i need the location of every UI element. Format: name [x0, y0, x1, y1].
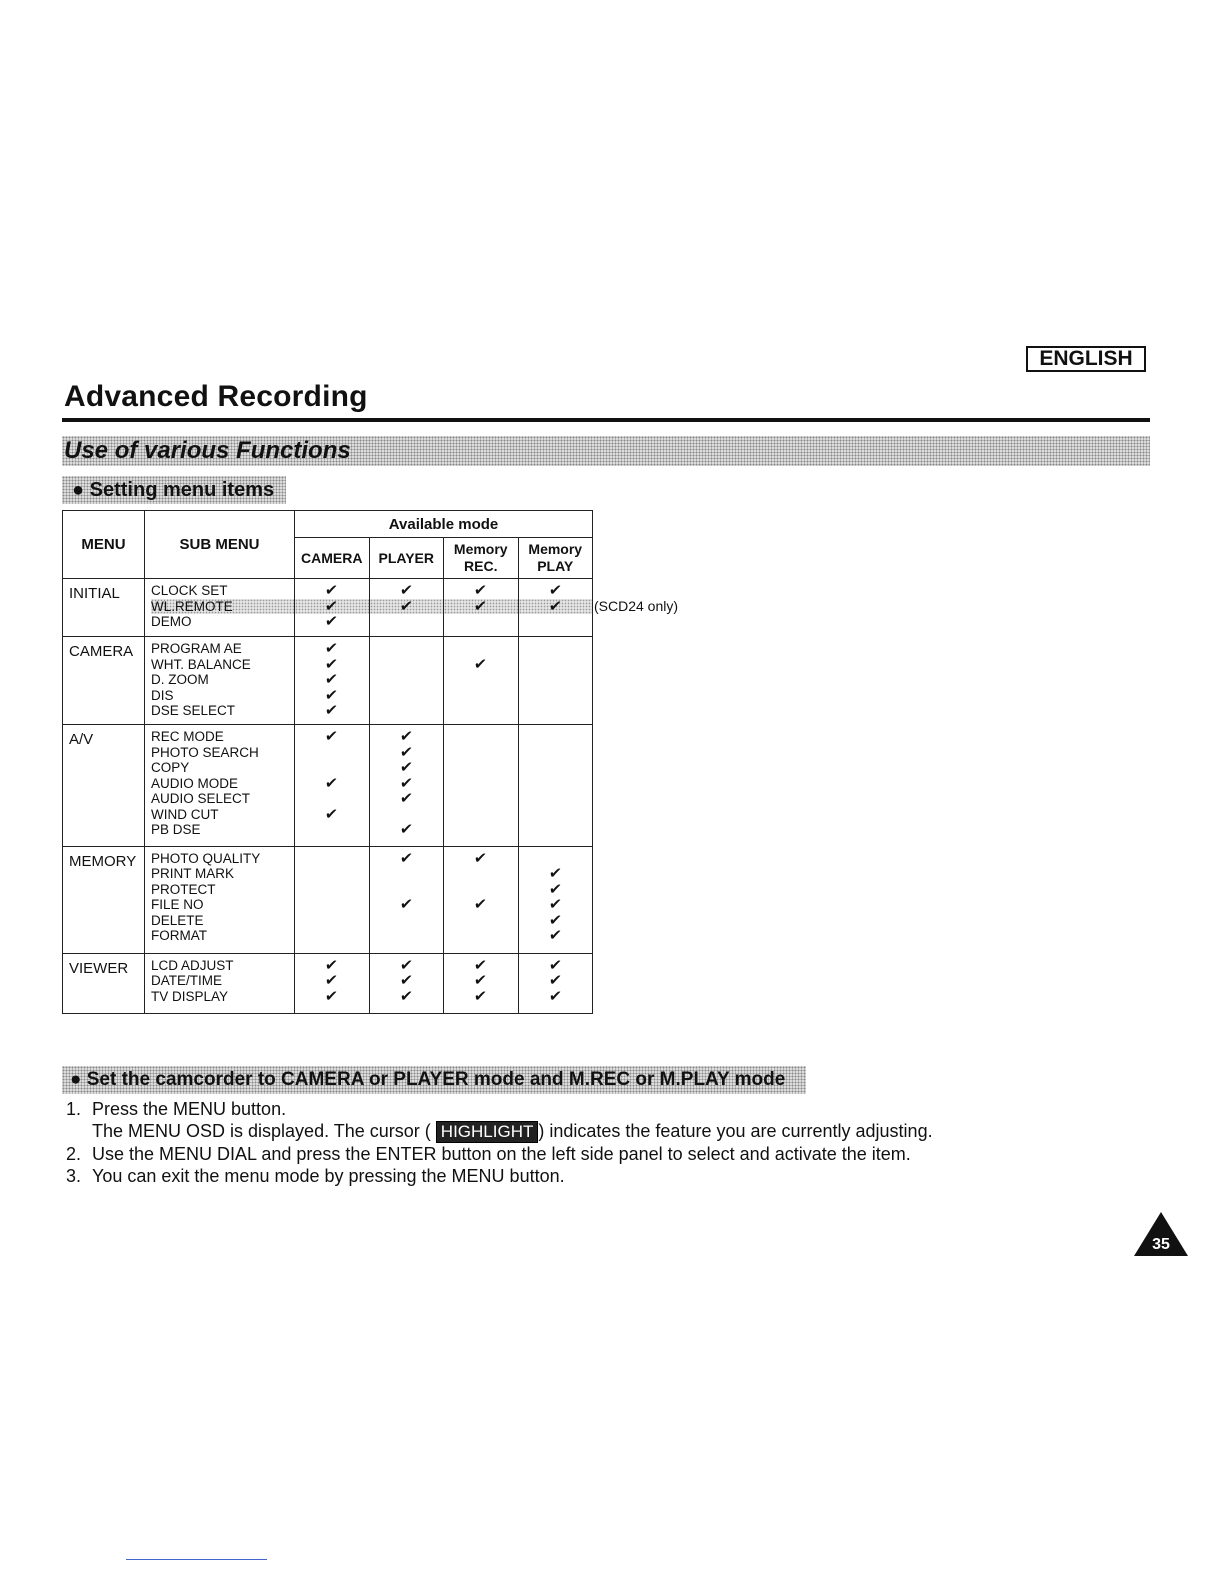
step-number: 1.	[66, 1099, 82, 1119]
memory-mrec-col	[444, 846, 519, 953]
check-mark-icon: ✔	[473, 582, 488, 600]
submenu-item: TV DISPLAY	[151, 988, 229, 1004]
check-mark-icon: ✔	[399, 728, 414, 746]
check-mark-icon: ✔	[548, 865, 563, 883]
check-mark-icon: ✔	[548, 972, 563, 990]
initial-mplay-col	[518, 579, 593, 637]
camera-mrec-col	[444, 637, 519, 725]
step-3	[66, 1165, 933, 1187]
category-camera: CAMERA	[63, 637, 145, 725]
header-menu: MENU	[63, 511, 145, 579]
memory-camera-col	[295, 846, 370, 953]
submenu-item: PHOTO SEARCH	[151, 744, 259, 760]
page-number: 35	[1152, 1236, 1170, 1253]
submenu-item: WIND CUT	[151, 806, 219, 822]
title-rule	[62, 418, 1150, 422]
step-1	[66, 1098, 933, 1120]
check-mark-icon: ✔	[324, 805, 339, 823]
submenu-item: D. ZOOM	[151, 672, 209, 688]
category-initial: INITIAL	[63, 579, 145, 637]
check-mark-icon: ✔	[473, 655, 488, 673]
check-mark-icon: ✔	[399, 849, 414, 867]
check-mark-icon: ✔	[324, 728, 339, 746]
header-camera: CAMERA	[295, 538, 370, 579]
check-mark-icon: ✔	[399, 743, 414, 761]
check-mark-icon: ✔	[473, 987, 488, 1005]
av-mplay-col	[518, 725, 593, 846]
submenu-item: DELETE	[151, 912, 204, 928]
submenu-item: FILE NO	[151, 897, 204, 913]
check-mark-icon: ✔	[399, 582, 414, 600]
step-number: 2.	[66, 1144, 82, 1164]
check-mark-icon: ✔	[399, 774, 414, 792]
check-mark-icon: ✔	[324, 972, 339, 990]
initial-camera-col	[295, 579, 370, 637]
check-mark-icon: ✔	[399, 821, 414, 839]
check-mark-icon: ✔	[399, 956, 414, 974]
check-mark-icon: ✔	[324, 956, 339, 974]
submenu-item: COPY	[151, 760, 190, 776]
initial-mrec-col	[444, 579, 519, 637]
header-player: PLAYER	[369, 538, 444, 579]
submenu-item: PHOTO QUALITY	[151, 850, 261, 866]
viewer-player-col	[369, 953, 444, 1013]
check-mark-icon: ✔	[324, 613, 339, 631]
step-text: ) indicates the feature you are currently adjusting.	[538, 1121, 933, 1141]
submenu-item: WL.REMOTE	[151, 599, 294, 615]
camera-player-col	[369, 637, 444, 725]
camera-mplay-col	[518, 637, 593, 725]
step-text: The MENU OSD is displayed. The cursor (	[92, 1121, 431, 1141]
check-mark-icon: ✔	[548, 987, 563, 1005]
step-2	[66, 1143, 933, 1165]
submenu-item: CLOCK SET	[151, 583, 228, 599]
header-available-mode: Available mode	[295, 511, 593, 538]
submenu-item: DSE SELECT	[151, 703, 236, 719]
check-mark-icon: ✔	[399, 972, 414, 990]
category-memory: MEMORY	[63, 846, 145, 953]
memory-player-col	[369, 846, 444, 953]
check-mark-icon: ✔	[473, 972, 488, 990]
steps-list	[66, 1098, 933, 1187]
header-memory-rec-line1: Memory	[453, 541, 508, 558]
check-mark-icon: ✔	[399, 597, 414, 615]
step-text: Press the MENU button.	[92, 1099, 287, 1119]
step-number: 3.	[66, 1166, 82, 1186]
header-submenu: SUB MENU	[145, 511, 295, 579]
language-badge: ENGLISH	[1026, 346, 1146, 372]
step-text: Use the MENU DIAL and press the ENTER button on the left side panel to select and activate the item.	[92, 1144, 911, 1164]
highlight-cursor-chip: HIGHLIGHT	[436, 1121, 539, 1143]
viewer-mrec-col	[444, 953, 519, 1013]
camera-camera-col	[295, 637, 370, 725]
instructions-heading: ● Set the camcorder to CAMERA or PLAYER mode and M.REC or M.PLAY mode	[70, 1069, 786, 1090]
header-memory-play-line2: PLAY	[537, 558, 574, 575]
initial-player-col	[369, 579, 444, 637]
submenu-item: DEMO	[151, 614, 192, 630]
check-mark-icon: ✔	[548, 582, 563, 600]
check-mark-icon: ✔	[399, 987, 414, 1005]
header-memory-play	[518, 538, 593, 579]
check-mark-icon: ✔	[473, 896, 488, 914]
section-title: Use of various Functions	[64, 437, 351, 464]
submenu-item: DIS	[151, 687, 174, 703]
bottom-line	[126, 1559, 267, 1560]
memory-mplay-col	[518, 846, 593, 953]
check-mark-icon: ✔	[324, 774, 339, 792]
submenu-list-camera	[145, 637, 295, 725]
check-mark-icon: ✔	[324, 686, 339, 704]
check-mark-icon: ✔	[324, 671, 339, 689]
header-memory-rec-line2: REC.	[464, 558, 498, 575]
check-mark-icon: ✔	[548, 911, 563, 929]
menu-table	[62, 510, 593, 1014]
submenu-item: PRINT MARK	[151, 866, 235, 882]
check-mark-icon: ✔	[473, 956, 488, 974]
check-mark-icon: ✔	[324, 655, 339, 673]
submenu-list-av	[145, 725, 295, 846]
check-mark-icon: ✔	[548, 880, 563, 898]
check-mark-icon: ✔	[548, 896, 563, 914]
check-mark-icon: ✔	[324, 987, 339, 1005]
submenu-list-viewer	[145, 953, 295, 1013]
page-title: Advanced Recording	[64, 380, 368, 413]
check-mark-icon: ✔	[473, 849, 488, 867]
submenu-item: PB DSE	[151, 822, 201, 838]
av-player-col	[369, 725, 444, 846]
submenu-item: LCD ADJUST	[151, 957, 234, 973]
header-memory-play-line1: Memory	[528, 541, 583, 558]
submenu-list-memory	[145, 846, 295, 953]
check-mark-icon: ✔	[324, 640, 339, 658]
category-av: A/V	[63, 725, 145, 846]
scd24-note: (SCD24 only)	[594, 598, 679, 614]
header-memory-rec	[444, 538, 519, 579]
av-mrec-col	[444, 725, 519, 846]
check-mark-icon: ✔	[324, 597, 339, 615]
submenu-item: WHT. BALANCE	[151, 656, 251, 672]
viewer-mplay-col	[518, 953, 593, 1013]
page-number-triangle-icon	[1132, 1210, 1190, 1258]
step-text: You can exit the menu mode by pressing the MENU button.	[92, 1166, 565, 1186]
category-viewer: VIEWER	[63, 953, 145, 1013]
viewer-camera-col	[295, 953, 370, 1013]
check-mark-icon: ✔	[399, 790, 414, 808]
submenu-item: AUDIO SELECT	[151, 791, 251, 807]
check-mark-icon: ✔	[548, 927, 563, 945]
submenu-list-initial	[145, 579, 295, 637]
submenu-item: PROGRAM AE	[151, 641, 242, 657]
submenu-item: PROTECT	[151, 881, 216, 897]
check-mark-icon: ✔	[548, 956, 563, 974]
submenu-item: DATE/TIME	[151, 973, 223, 989]
check-mark-icon: ✔	[324, 582, 339, 600]
submenu-item: REC MODE	[151, 729, 224, 745]
check-mark-icon: ✔	[473, 597, 488, 615]
check-mark-icon: ✔	[399, 759, 414, 777]
submenu-item: FORMAT	[151, 928, 207, 944]
av-camera-col	[295, 725, 370, 846]
step-1-detail	[66, 1120, 933, 1143]
subsection-title: ● Setting menu items	[72, 479, 275, 501]
submenu-item: AUDIO MODE	[151, 775, 239, 791]
check-mark-icon: ✔	[399, 896, 414, 914]
check-mark-icon: ✔	[324, 702, 339, 720]
check-mark-icon: ✔	[548, 597, 563, 615]
